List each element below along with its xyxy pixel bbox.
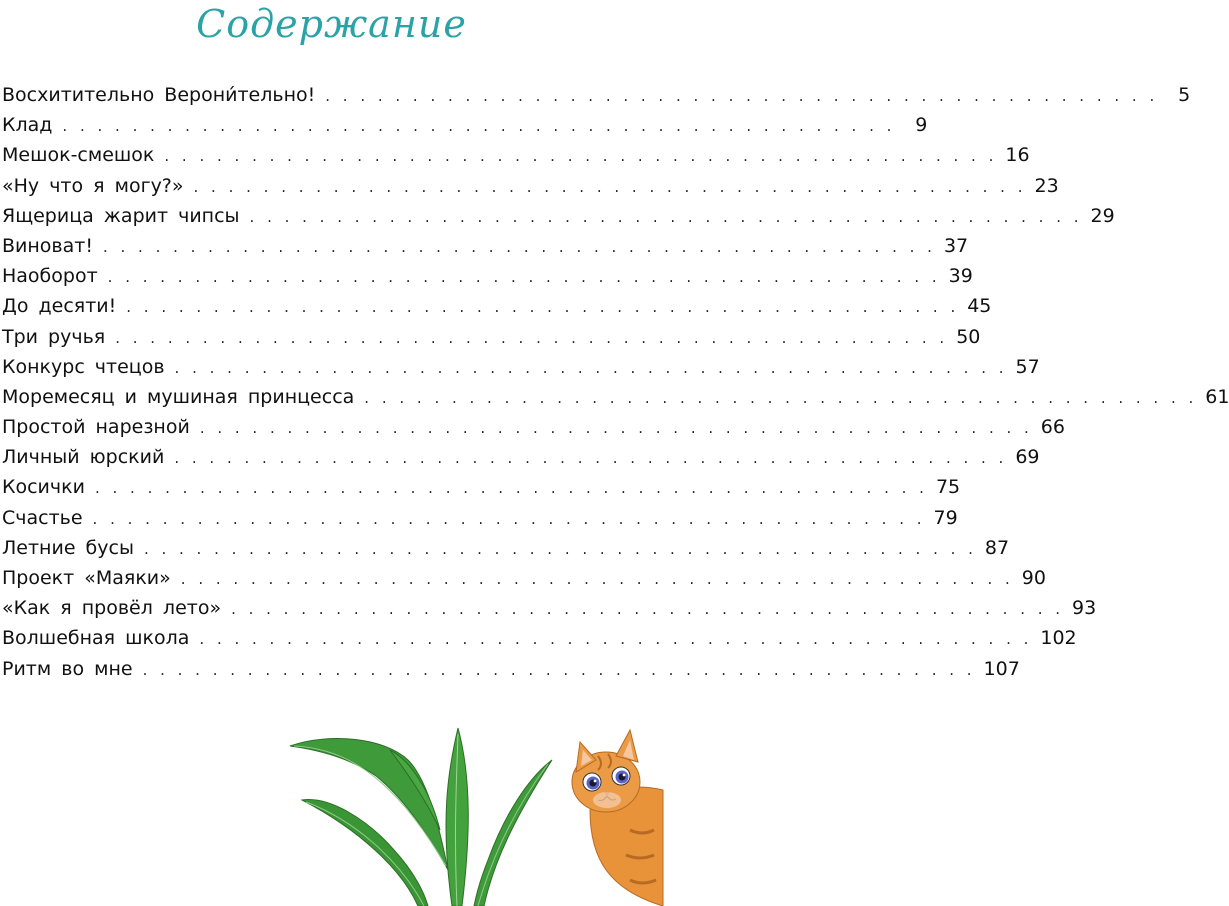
- plant-and-cat-illustration: [290, 720, 663, 906]
- dot-leader: . . . . . . . . . . . . . . . . . . . . . . . . . . . . . . . . . . . . . . . . . . . . . . . .: [92, 509, 926, 528]
- toc-entry[interactable]: [2, 171, 1059, 201]
- toc-entry-page: 50: [956, 325, 981, 348]
- toc-entry[interactable]: [2, 503, 958, 533]
- toc-entry-title: Ящерица жарит чипсы: [2, 204, 240, 227]
- toc-entry[interactable]: [2, 623, 1077, 653]
- toc-entry-title: Летние бусы: [2, 536, 134, 559]
- dot-leader: . . . . . . . . . . . . . . . . . . . . . . . . . . . . . . . . . . . . . . . . . . . . . . . .: [199, 419, 1033, 438]
- toc-entry[interactable]: [2, 140, 1030, 170]
- toc-entry-title: Простой нарезной: [2, 416, 190, 439]
- dot-leader: . . . . . . . . . . . . . . . . . . . . . . . . . . . . . . . . . . . . . . . . . . . . . . . .: [231, 600, 1065, 619]
- toc-entry-title: Наоборот: [2, 265, 98, 288]
- toc-entry-title: Личный юрский: [2, 446, 165, 469]
- page-title: Содержание: [196, 2, 467, 46]
- toc-entry-title: «Как я провёл лето»: [2, 597, 222, 620]
- toc-entry-title: Проект «Маяки»: [2, 567, 171, 589]
- toc-entry-page: 45: [967, 295, 992, 318]
- toc-entry[interactable]: [2, 110, 928, 140]
- toc-entry-page: 102: [1040, 627, 1077, 650]
- toc-entry-title: «Ну что я могу?»: [2, 174, 184, 197]
- toc-entry-title: Виноват!: [2, 234, 93, 257]
- dot-leader: . . . . . . . . . . . . . . . . . . . . . . . . . . . . . . . . . . . . . . . . . . . . . . . .: [174, 358, 1008, 377]
- toc-entry-page: 61: [1205, 385, 1229, 408]
- toc-entry-page: 9: [915, 114, 928, 137]
- toc-entry-page: 16: [1005, 144, 1030, 167]
- toc-entry-page: 75: [935, 476, 961, 499]
- toc-entry-page: 29: [1090, 204, 1115, 227]
- dot-leader: . . . . . . . . . . . . . . . . . . . . . . . . . . . . . . . . . . . . . . . . . . . . . . . .: [107, 268, 941, 287]
- toc-entry-title: Клад: [2, 114, 53, 137]
- toc-entry[interactable]: [2, 593, 1097, 623]
- dot-leader: . . . . . . . . . . . . . . . . . . . . . . . . . . . . . . . . . . . . . . . . . . . . . . . .: [249, 207, 1083, 226]
- toc-entry-page: 93: [1072, 597, 1097, 620]
- toc-entry-title: Моремесяц и мушиная принцесса: [2, 385, 355, 408]
- dot-leader: . . . . . . . . . . . . . . . . . . . . . . . . . . . . . . . . . . . . . . . . . . . . . . . .: [193, 177, 1027, 196]
- toc-entry-title: Конкурс чтецов: [2, 355, 165, 378]
- toc-entry[interactable]: [2, 322, 981, 352]
- toc-entry[interactable]: [2, 231, 969, 261]
- toc-entry-page: 69: [1015, 446, 1040, 469]
- dot-leader: . . . . . . . . . . . . . . . . . . . . . . . . . . . . . . . . . . . . . . . . . . . . . . . .: [62, 117, 896, 136]
- toc-entry-page: 37: [943, 234, 969, 257]
- cat-illustration: [572, 730, 663, 906]
- toc-entry-title: Восхитительно Верони́тельно!: [2, 84, 316, 106]
- toc-entry-page: 57: [1015, 355, 1040, 378]
- dot-leader: . . . . . . . . . . . . . . . . . . . . . . . . . . . . . . . . . . . . . . . . . . . . . . . .: [180, 570, 1014, 588]
- toc-entry[interactable]: [2, 533, 1010, 563]
- toc-entry[interactable]: [2, 472, 961, 502]
- toc-entry[interactable]: [2, 412, 1065, 442]
- dot-leader: . . . . . . . . . . . . . . . . . . . . . . . . . . . . . . . . . . . . . . . . . . . . . . . .: [174, 449, 1008, 468]
- toc-entry-title: До десяти!: [2, 295, 117, 318]
- dot-leader: . . . . . . . . . . . . . . . . . . . . . . . . . . . . . . . . . . . . . . . . . . . . . . . .: [325, 87, 1159, 105]
- toc-entry[interactable]: [2, 261, 973, 291]
- toc-entry-title: Счастье: [2, 506, 83, 529]
- toc-entry-page: 23: [1034, 174, 1059, 197]
- dot-leader: . . . . . . . . . . . . . . . . . . . . . . . . . . . . . . . . . . . . . . . . . . . . . . . .: [115, 328, 949, 347]
- toc-entry-title: Ритм во мне: [2, 657, 133, 680]
- toc-entry-page: 107: [983, 657, 1020, 680]
- toc-entry[interactable]: [2, 352, 1040, 382]
- toc-entry[interactable]: [2, 291, 992, 321]
- toc-entry-page: 90: [1021, 567, 1046, 589]
- toc-entry[interactable]: [2, 563, 1046, 593]
- dot-leader: . . . . . . . . . . . . . . . . . . . . . . . . . . . . . . . . . . . . . . . . . . . . . . . .: [143, 539, 977, 558]
- dot-leader: . . . . . . . . . . . . . . . . . . . . . . . . . . . . . . . . . . . . . . . . . . . . . . . .: [102, 237, 936, 256]
- toc-entry[interactable]: [2, 382, 1229, 412]
- toc-entry-page: 5: [1178, 84, 1191, 106]
- dot-leader: . . . . . . . . . . . . . . . . . . . . . . . . . . . . . . . . . . . . . . . . . . . . . . . .: [199, 630, 1033, 649]
- toc-entry[interactable]: [2, 654, 1020, 684]
- toc-entry[interactable]: [2, 80, 1191, 110]
- toc-entry[interactable]: [2, 201, 1115, 231]
- dot-leader: . . . . . . . . . . . . . . . . . . . . . . . . . . . . . . . . . . . . . . . . . . . . . . . .: [364, 388, 1198, 407]
- toc-entry-title: Мешок-смешок: [2, 144, 155, 167]
- dot-leader: . . . . . . . . . . . . . . . . . . . . . . . . . . . . . . . . . . . . . . . . . . . . . . . .: [126, 298, 960, 317]
- toc-entry-title: Косички: [2, 476, 85, 499]
- table-of-contents: [2, 80, 1229, 684]
- dot-leader: . . . . . . . . . . . . . . . . . . . . . . . . . . . . . . . . . . . . . . . . . . . . . . . .: [142, 660, 976, 679]
- dot-leader: . . . . . . . . . . . . . . . . . . . . . . . . . . . . . . . . . . . . . . . . . . . . . . . .: [94, 479, 928, 498]
- toc-entry-page: 79: [933, 506, 958, 529]
- toc-entry-page: 87: [984, 536, 1010, 559]
- toc-entry-page: 39: [948, 265, 973, 288]
- toc-entry[interactable]: [2, 442, 1040, 472]
- toc-entry-title: Волшебная школа: [2, 627, 190, 650]
- toc-entry-title: Три ручья: [2, 325, 106, 348]
- toc-entry-page: 66: [1040, 416, 1065, 439]
- plant-illustration: [290, 728, 552, 906]
- dot-leader: . . . . . . . . . . . . . . . . . . . . . . . . . . . . . . . . . . . . . . . . . . . . . . . .: [164, 147, 998, 166]
